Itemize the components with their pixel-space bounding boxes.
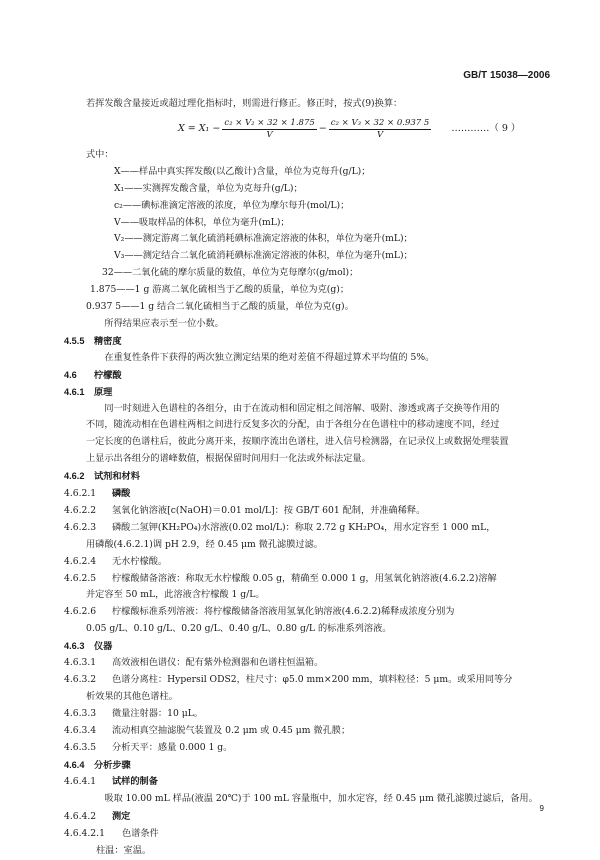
page-number: 9 [539,804,544,813]
heading-4-6-1: 4.6.1 原理 [64,386,113,397]
heading-4-6-4-1: 4.6.4.1 试样的制备 [64,776,158,788]
item-4-6-2-3: 4.6.2.3 磷酸二氢钾(KH₂PO₄)水溶液(0.02 mol/L)：称取 2.72 g KH₂PO₄，用水定容至 1 000 mL， [64,521,496,533]
heading-4-6-4: 4.6.4 分析步骤 [64,759,131,770]
paragraph: 吸取 10.00 mL 样品(液温 20℃)于 100 mL 容量瓶中，加水定容，经 0.45 μm 微孔滤膜过滤后，备用。 [104,793,538,805]
heading-4-6-3: 4.6.3 仪器 [64,641,113,652]
definition-x: X——样品中真实挥发酸(以乙酸计)含量，单位为克每升(g/L)； [114,165,371,177]
item-4-6-2-4: 4.6.2.4 无水柠檬酸。 [64,555,168,567]
definition-x1: X₁——实测挥发酸含量，单位为克每升(g/L)； [114,182,303,194]
formula-minus: − [318,123,327,135]
item-4-6-4-2-1: 4.6.4.2.1 色谱条件 [64,828,159,840]
definition-09375: 0.937 5——1 g 结合二氧化硫相当于乙酸的质量，单位为克(g)。 [86,301,354,313]
paragraph: 同一时刻进入色谱柱的各组分，由于在流动相和固定相之间溶解、吸附、渗透或离子交换等作用的 [104,402,500,414]
paragraph: 所得结果应表示至一位小数。 [104,317,224,329]
item-4-6-3-4: 4.6.3.4 流动相真空抽滤脱气装置及 0.2 μm 或 0.45 μm 微孔膜； [64,724,351,736]
equation-number: …………（ 9 ） [451,123,521,135]
item-4-6-2-1: 4.6.2.1 磷酸 [64,488,131,500]
definition-v: V——吸取样品的体积，单位为毫升(mL)； [114,216,290,228]
fraction-1-denominator: V [266,130,273,141]
fraction-2-denominator: V [376,130,384,141]
paragraph: 析效果的其他色谱柱。 [86,690,178,702]
formula-lhs: X = X₁ − [178,123,221,135]
paragraph: 不同，随流动相在色谱柱两相之间进行反复多次的分配，由于各组分在色谱柱中的移动速度不同，经过 [86,419,500,431]
where-label: 式中： [86,148,114,160]
heading-4-6-4-2: 4.6.4.2 测定 [64,811,131,823]
definition-c2: c₂——碘标准滴定溶液的浓度，单位为摩尔每升(mol/L)； [114,199,350,211]
fraction-2 [329,118,432,141]
standard-code: GB/T 15038—2006 [463,70,550,81]
heading-4-6: 4.6 柠檬酸 [64,369,122,380]
definition-1875: 1.875——1 g 游离二氧化硫相当于乙酸的质量，单位为克(g)； [90,284,350,296]
item-4-6-3-5: 4.6.3.5 分析天平：感量 0.000 1 g。 [64,741,233,753]
heading-4-5-5: 4.5.5 精密度 [64,335,122,346]
item-4-6-3-2: 4.6.3.2 色谱分离柱：Hypersil ODS2，柱尺寸：φ5.0 mm×200 mm，填料粒径：5 μm。或采用同等分 [64,674,513,685]
fraction-2-numerator: c₂ × V₃ × 32 × 0.937 5 [330,118,430,129]
item-4-6-2-2: 4.6.2.2 氢氧化钠溶液[c(NaOH)＝0.01 mol/L]：按 GB/T 601 配制，并准确稀释。 [64,504,426,516]
item-4-6-3-1: 4.6.3.1 高效液相色谱仪：配有紫外检测器和色谱柱恒温箱。 [64,657,324,669]
paragraph: 0.05 g/L、0.10 g/L、0.20 g/L、0.40 g/L、0.80 g/L 的标准系列溶液。 [86,623,392,635]
item-4-6-3-3: 4.6.3.3 微量注射器：10 μL。 [64,707,203,719]
item-4-6-2-5: 4.6.2.5 柠檬酸储备溶液：称取无水柠檬酸 0.05 g，精确至 0.000 1 g，用氢氧化钠溶液(4.6.2.2)溶解 [64,572,497,584]
item-4-6-2-6: 4.6.2.6 柠檬酸标准系列溶液：将柠檬酸储备溶液用氢氧化钠溶液(4.6.2.2)稀释成浓度分别为 [64,606,455,618]
paragraph: 并定容至 50 mL，此溶液含柠檬酸 1 g/L。 [86,589,265,601]
fraction-1 [222,118,316,141]
definition-v3: V₃——测定结合二氧化硫消耗碘标准滴定溶液的体积，单位为毫升(mL)； [114,250,413,262]
paragraph: 一定长度的色谱柱后，彼此分离开来，按顺序流出色谱柱，进入信号检测器，在记录仪上或数据处理装置 [86,436,509,448]
definition-32: 32——二氧化硫的摩尔质量的数值，单位为克每摩尔(g/mol)； [102,267,359,279]
document-body [64,96,552,860]
paragraph: 上显示出各组分的谱峰数值，根据保留时间用归一化法或外标法定量。 [86,453,371,465]
formula-9 [86,113,552,147]
fraction-1-numerator: c₂ × V₂ × 32 × 1.875 [224,118,315,129]
paragraph: 用磷酸(4.6.2.1)调 pH 2.9，经 0.45 μm 微孔滤膜过滤。 [86,538,323,550]
definition-v2: V₂——测定游离二氧化硫消耗碘标准滴定溶液的体积，单位为毫升(mL)； [114,233,413,245]
paragraph: 柱温：室温。 [96,845,152,857]
paragraph: 在重复性条件下获得的两次独立测定结果的绝对差值不得超过算术平均值的 5%。 [104,351,435,363]
paragraph: 若挥发酸含量接近或超过理化指标时，则需进行修正。修正时，按式(9)换算： [86,98,403,109]
heading-4-6-2: 4.6.2 试剂和材料 [64,471,140,482]
